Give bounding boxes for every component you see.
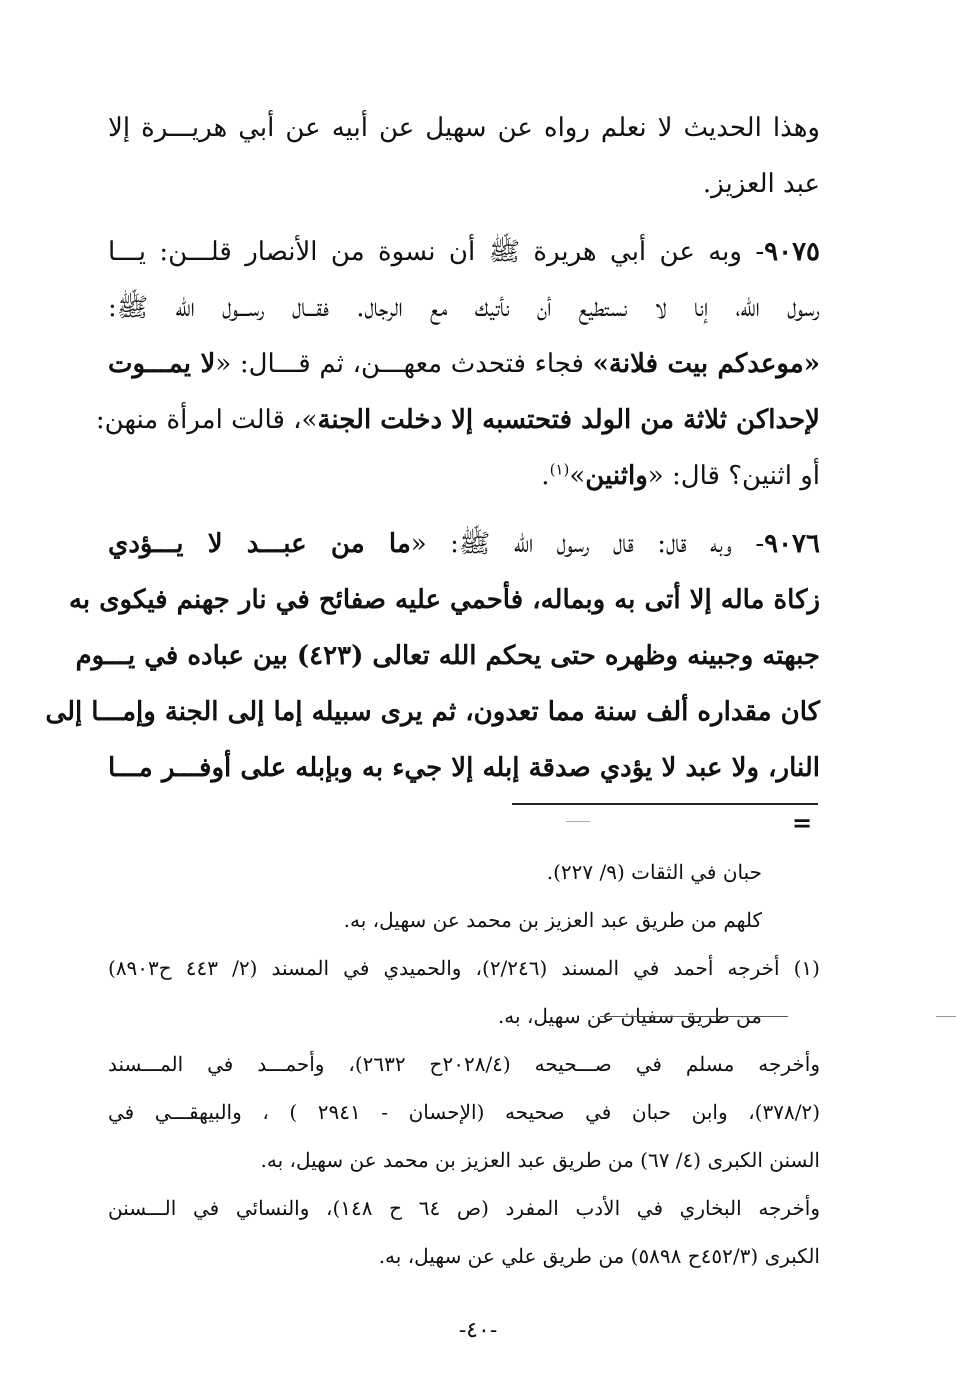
footnote-line: من طريق سفيان عن سهيل، به. [497,1004,762,1028]
footnotes [108,848,820,1280]
hadith-9076-line-5: النار، ولا عبد لا يؤدي صدقة إبله إلا جيء به وبإبله على أوفـــر مـــا [108,753,820,783]
hadith-text: . [541,461,550,491]
paragraph-gap [108,504,820,516]
footnote-line: حبان في الثقات (٩/ ٢٢٧). [546,860,762,884]
hadith-text: - وبه عن أبي هريرة ﷺ أن نسوة من الأنصار قلـــن: يـــا [108,237,765,267]
hadith-text: »، قالت امرأة منهن: [95,405,318,435]
footnote-line: السنن الكبرى (٤/ ٦٧) من طريق عبد العزيز بن محمد عن سهيل، به. [260,1148,820,1172]
hadith-9075-line-4 [95,392,820,448]
footnote-line: وأخرجه مسلم في صـــحيحه (٢٠٢٨/٤ح ٢٦٣٢)، وأحمـــد في المـــسند [108,1052,820,1076]
paragraph-gap [108,212,820,224]
prophetic-speech: «موعدكم بيت فلانة» [592,349,820,379]
hadith-9075-line-1 [108,224,820,280]
footnote-ref: (١) [549,460,570,479]
hadith-9076-line-4: كان مقداره ألف سنة مما تعدون، ثم يرى سبيله إما إلى الجنة وإمـــا إلى [45,697,820,727]
hadith-text: - وبه قال: قال رسول الله ﷺ: « [410,529,765,559]
hadith-9075-line-5 [108,448,820,504]
footnote-line: (٣٧٨/٢)، وابن حبان في صحيحه (الإحسان - ٢٩٤١ ) ، والبيهقـــي في [108,1100,820,1124]
hadith-9075-line-3 [108,336,820,392]
hadith-text: فجاء فتحدث معهـــن، ثم قـــال: « [215,349,593,379]
hadith-9076-line-3: جبهته وجبينه وظهره حتى يحكم الله تعالى (٤٢٣) بين عباده في يـــوم [75,641,820,671]
hadith-9076-line-2: زكاة ماله إلا أتى به وبماله، فأحمي عليه صفائح في نار جهنم فيكوى به [68,585,820,615]
main-text [45,100,820,796]
margin-mark [936,1016,956,1017]
hadith-text: أو اثنين؟ قال: « [647,461,820,491]
footnote-line: الكبرى (٤٥٢/٣ح ٥٨٩٨) من طريق علي عن سهيل، به. [378,1244,820,1268]
prophetic-speech: واثنين [585,461,648,491]
hadith-text: » [569,461,586,491]
page-number: -٤٠- [458,1318,498,1343]
intro-line-1: وهذا الحديث لا نعلم رواه عن سهيل عن أبيه عن أبي هريـــرة إلا [108,113,820,143]
hadith-9076-line-1 [108,516,820,572]
hadith-number: ٩٠٧٥ [764,237,820,267]
hadith-9075-line-2 [108,280,820,336]
footnote-line: كلهم من طريق عبد العزيز بن محمد عن سهيل، به. [343,908,762,932]
scan-artifact [566,821,590,822]
prophetic-speech: لإحداكن ثلاثة من الولد فتحتسبه إلا دخلت الجنة [317,405,820,435]
prophetic-speech: لا يمـــوت [108,349,216,379]
footnote-line: (١) أخرجه أحمد في المسند (٢/٢٤٦)، والحميدي في المسند (٢/ ٤٤٣ ح٨٩٠٣) [108,956,820,980]
hadith-number: ٩٠٧٦ [764,529,820,559]
hadith-text: رسول الله، إنا لا نستطيع أن نأتيك مع الرجال. فقـــال رســـول الله ﷺ: [108,293,820,323]
prophetic-speech: ما من عبـــد لا يـــؤدي [108,529,411,559]
continuation-mark: = [792,808,813,837]
footnote-separator [512,803,818,805]
scan-underline [600,1016,788,1017]
intro-line-2: عبد العزيز. [702,169,820,199]
footnote-line: وأخرجه البخاري في الأدب المفرد (ص ٦٤ ح ١٤٨)، والنسائي في الـــسنن [108,1196,821,1220]
